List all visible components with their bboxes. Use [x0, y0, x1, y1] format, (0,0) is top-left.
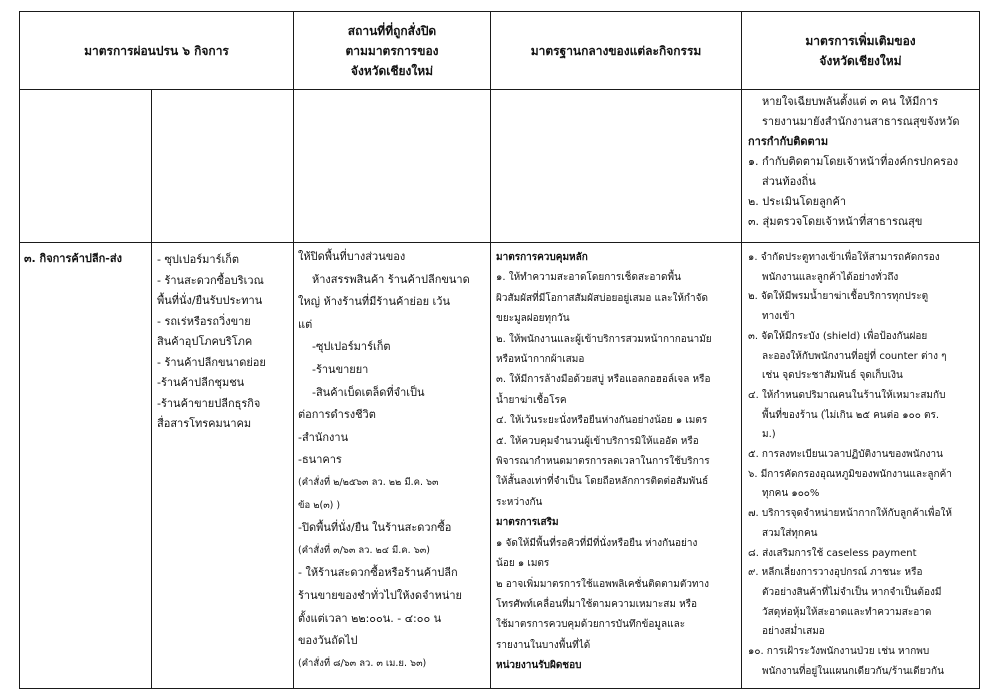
responsible-agency-heading: หน่วยงานรับผิดชอบ [496, 660, 582, 672]
text-line: ๒. ให้พนักงานและผู้เข้าบริการสวมหน้ากากอนามัย [496, 333, 712, 345]
text-line: ทางเข้า [762, 311, 795, 323]
category-label: ๓. กิจการค้าปลีก-ส่ง [24, 252, 122, 265]
text-line: สวมใส่ทุกคน [762, 527, 818, 539]
header-central-standards [491, 12, 741, 89]
text-line: ให้สั้นลงเท่าที่จำเป็น โดยถือหลักการติดต่อสัมพันธ์ [496, 476, 709, 488]
header-additional-measures [742, 12, 979, 89]
text-line: ใหญ่ ห้างร้านที่มีร้านค้าย่อย เว้น [298, 295, 450, 309]
header-closed-places [294, 12, 490, 89]
table-border-left [19, 11, 20, 689]
header-col2-line: ตามมาตรการของ [345, 43, 439, 58]
text-line: ให้ปิดพื้นที่บางส่วนของ [298, 250, 406, 263]
header-divider [19, 89, 980, 90]
subtype-item: - ร้านสะดวกซื้อบริเวณ [157, 273, 264, 287]
text-line: ๒. จัดให้มีพรมน้ำยาฆ่าเชื้อบริการทุกประตู [748, 291, 929, 303]
header-col4-line: มาตรการเพิ่มเติมของ [805, 33, 916, 48]
order-reference: (คำสั่งที่ ๒/๒๕๖๓ ลว. ๒๒ มี.ค. ๖๓ [298, 476, 439, 488]
text-line: ๒ อาจเพิ่มมาตรการใช้แอพพลิเคชั่นติดตามตัวทาง [496, 578, 710, 590]
header-col2-line: สถานที่ที่ถูกสั่งปิด [347, 23, 437, 38]
row2-subtypes-cell [157, 250, 293, 490]
row2-additional-cell [748, 248, 978, 686]
text-line: ๒. ประเมินโดยลูกค้า [748, 195, 847, 208]
header-col4-line: จังหวัดเชียงใหม่ [819, 53, 902, 68]
table-border-right [979, 11, 980, 689]
subtype-item: -ร้านค้าขายปลีกธุรกิจ [157, 396, 261, 410]
text-line: พื้นที่ของร้าน (ไม่เกิน ๒๕ คนต่อ ๑๐๐ ตร. [762, 409, 940, 421]
text-line: -ปิดพื้นที่นั่ง/ยืน ในร้านสะดวกซื้อ [298, 521, 452, 535]
text-line: ตั้งแต่เวลา ๒๒:๐๐น. - ๔:๐๐ น [298, 611, 442, 625]
text-line: เช่น จุดประชาสัมพันธ์ จุดเก็บเงิน [762, 370, 903, 382]
text-line: -สำนักงาน [298, 430, 349, 444]
subtype-item: - ซุปเปอร์มาร์เก็ต [157, 253, 240, 266]
subtype-item: - ร้านค้าปลีกขนาดย่อย [157, 355, 266, 369]
text-line: อย่างสม่ำเสมอ [762, 626, 825, 638]
row2-category-cell [24, 250, 150, 280]
header-col1-text: มาตรการผ่อนปรน ๖ กิจการ [84, 43, 229, 58]
text-line: ๓. ให้มีการล้างมือด้วยสบู่ หรือแอลกอฮอล์เจล หรือ [496, 374, 711, 386]
order-reference: ข้อ ๒(๓) ) [298, 499, 341, 511]
text-line: แต่ [298, 317, 313, 331]
subtype-item: - รถเร่หรือรถวิ่งขาย [157, 314, 251, 328]
text-line: ขยะมูลฝอยทุกวัน [496, 313, 570, 325]
text-line: -ธนาคาร [298, 453, 342, 467]
subtype-item: พื้นที่นั่ง/ยืนรับประทาน [157, 294, 263, 307]
text-line: น้อย ๑ เมตร [496, 558, 550, 570]
text-line: ๑. จำกัดประตูทางเข้าเพื่อให้สามารถคัดกรอง [748, 252, 940, 263]
order-reference: (คำสั่งที่ ๓/๖๓ ลว. ๒๔ มี.ค. ๖๓) [298, 544, 430, 556]
row1-additional-cell [748, 92, 977, 240]
text-line: หรือหน้ากากผ้าเสมอ [496, 354, 585, 366]
text-line: หายใจเฉียบพลันตั้งแต่ ๓ คน ให้มีการ [762, 95, 939, 108]
text-line: ๓. สุ่มตรวจโดยเจ้าหน้าที่สาธารณสุข [748, 215, 923, 228]
supplementary-heading: มาตรการเสริม [496, 517, 559, 529]
text-line: ตัวอย่างสินค้าที่ไม่จำเป็น หากจำเป็นต้องมี [762, 586, 942, 598]
text-line: ๔. ให้เว้นระยะนั่งหรือยืนห่างกันอย่างน้อย ๑ เมตร [496, 415, 708, 427]
text-line: ๘. ส่งเสริมการใช้ caseless payment [748, 547, 917, 559]
header-relaxation-measures [20, 12, 293, 89]
subtype-item: สินค้าอุปโภคบริโภค [157, 335, 253, 348]
text-line: รายงานมายังสำนักงานสาธารณสุขจังหวัด [762, 115, 960, 128]
text-line: -สินค้าเบ็ดเตล็ดที่จำเป็น [312, 385, 425, 399]
text-line: ของวันถัดไป [298, 634, 358, 648]
text-line: ใช้มาตรการควบคุมด้วยการบันทึกข้อมูลและ [496, 619, 686, 631]
text-line: ๑. กำกับติดตามโดยเจ้าหน้าที่องค์กรปกครอง [748, 155, 959, 168]
text-line: ๙. หลีกเลี่ยงการวางอุปกรณ์ ภาชนะ หรือ [748, 567, 923, 579]
text-line: ระหว่างกัน [496, 496, 543, 508]
text-line: พิจารณากำหนดมาตรการลดเวลาในการใช้บริการ [496, 456, 710, 468]
text-line: ผิวสัมผัสที่มีโอกาสสัมผัสบ่อยอยู่เสมอ และให้กำจัด [496, 292, 708, 304]
subtype-item: -ร้านค้าปลีกชุมชน [157, 376, 245, 389]
col-divider-4 [741, 11, 742, 689]
text-line: -ซุปเปอร์มาร์เก็ต [312, 340, 391, 354]
table-border-bottom [19, 688, 980, 689]
text-line: ๗. บริการจุดจำหน่ายหน้ากากให้กับลูกค้าเพื่อให้ [748, 508, 952, 520]
text-line: ส่วนท้องถิ่น [762, 175, 816, 188]
text-line: ๑. ให้ทำความสะอาดโดยการเช็ดสะอาดพื้น [496, 272, 681, 284]
subtype-item: สื่อสารโทรคมนาคม [157, 417, 252, 430]
header-col2-line: จังหวัดเชียงใหม่ [350, 63, 434, 78]
text-line: น้ำยาฆ่าเชื้อโรค [496, 394, 567, 406]
text-line: ๔. ให้กำหนดปริมาณคนในร้านให้เหมาะสมกับ [748, 389, 946, 401]
text-line: พนักงานและลูกค้าได้อย่างทั่วถึง [762, 271, 899, 283]
text-line: ร้านขายของชำทั่วไปให้งดจำหน่าย [298, 588, 462, 602]
subcol-divider [151, 89, 152, 688]
text-line: ต่อการดำรงชีวิต [298, 408, 376, 422]
col-divider-3 [490, 11, 491, 689]
text-line: ม.) [762, 429, 776, 441]
main-controls-heading: มาตรการควบคุมหลัก [496, 252, 588, 263]
text-line: พนักงานที่อยู่ในแผนกเดียวกัน/ร้านเดียวกัน [762, 665, 944, 677]
row2-closed-places-cell [298, 246, 489, 686]
order-reference: (คำสั่งที่ ๘/๖๓ ลว. ๓ เม.ย. ๖๓) [298, 657, 427, 669]
text-line: วัสดุห่อหุ้มให้สะอาดและทำความสะอาด [762, 606, 932, 618]
row-divider [19, 242, 980, 243]
header-col3-text: มาตรฐานกลางของแต่ละกิจกรรม [530, 43, 702, 58]
row2-standards-cell [496, 248, 740, 686]
text-line: ห้างสรรพสินค้า ร้านค้าปลีกขนาด [312, 272, 470, 286]
text-line: ๓. จัดให้มีกระบัง (shield) เพื่อป้องกันฝอย [748, 330, 928, 342]
text-line: ๑๐. การเฝ้าระวังพนักงานป่วย เช่น หากพบ [748, 646, 930, 658]
text-line: ๕. ให้ควบคุมจำนวนผู้เข้าบริการมิให้แออัด หรือ [496, 435, 699, 447]
text-line: ๑ จัดให้มีพื้นที่รอคิวที่มีที่นั่งหรือยืน ห่างกันอย่าง [496, 537, 698, 549]
monitoring-heading: การกำกับติดตาม [748, 135, 829, 148]
text-line: รายงานในบางพื้นที่ได้ [496, 639, 591, 651]
text-line: -ร้านขายยา [312, 362, 369, 376]
text-line: ๕. การลงทะเบียนเวลาปฏิบัติงานของพนักงาน [748, 449, 943, 461]
text-line: โทรศัพท์เคลื่อนที่มาใช้ตามความเหมาะสม หรือ [496, 598, 698, 610]
text-line: ทุกคน ๑๐๐% [762, 488, 820, 500]
text-line: ละอองให้กับพนักงานที่อยู่ที่ counter ต่าง ๆ [762, 350, 947, 362]
text-line: - ให้ร้านสะดวกซื้อหรือร้านค้าปลีก [298, 566, 458, 580]
col-divider-2 [293, 11, 294, 689]
text-line: ๖. มีการคัดกรองอุณหภูมิของพนักงานและลูกค้า [748, 468, 952, 480]
